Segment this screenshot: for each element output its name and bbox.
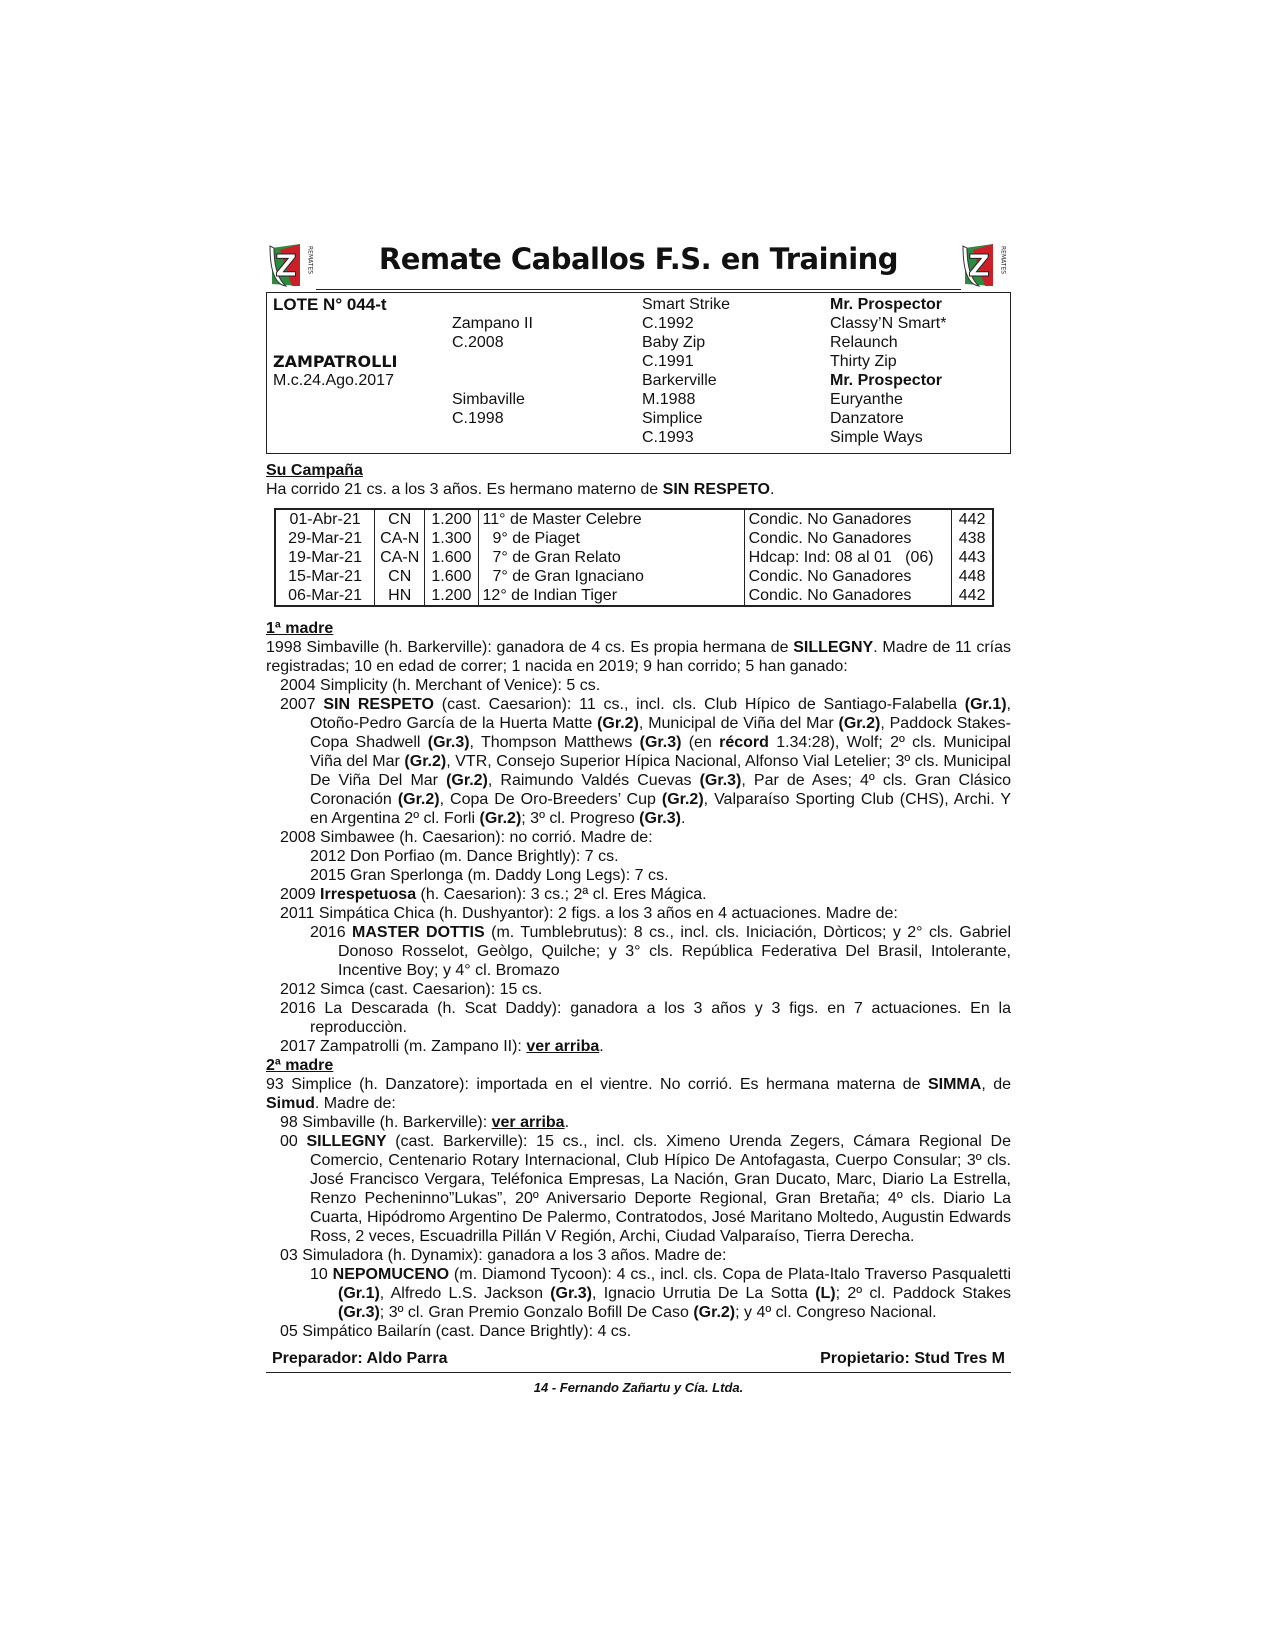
trainer: Preparador: Aldo Parra (272, 1350, 448, 1367)
offspring-item: 2004 Simplicity (h. Merchant of Venice): 5 cs. (280, 677, 601, 694)
race-date: 19-Mar-21 (275, 548, 375, 567)
logo-side-text: REMATES (999, 246, 1007, 275)
brother-name: SIN RESPETO (662, 481, 770, 498)
page-footer: 14 - Fernando Zañartu y Cía. Ltda. (533, 1380, 744, 1395)
great-grandparent: Relaunch (830, 334, 898, 351)
grand-offspring-item: 2016 MASTER DOTTIS (m. Tumblebrutus): 8 cs., incl. cls. Iniciación, Dòrticos; y 2° cls. Gabriel Donoso Rosselot, Geòlgo, Quilche; y 3° cls. República Federativa Del Brasil, Intolerante, Incentive Boy; y 4° cl. Bromazo (310, 924, 1012, 979)
great-grandparent: Mr. Prospector (830, 372, 943, 389)
race-distance: 1.300 (425, 529, 478, 548)
offspring-item: 98 Simbaville (h. Barkerville): ver arriba. (280, 1114, 570, 1131)
offspring-item: 2008 Simbawee (h. Caesarion): no corrió. Madre de: (280, 829, 653, 846)
sire-name: Zampano II (452, 315, 533, 332)
race-condition: Condic. No Ganadores (744, 529, 952, 548)
logo-letter: Z (968, 249, 990, 284)
race-weight: 443 (952, 548, 993, 567)
pedigree-col-great-grandparents (830, 295, 946, 447)
offspring-item: 2016 La Descarada (h. Scat Daddy): ganadora a los 3 años y 3 figs. en 7 actuaciones. En la reproducciòn. (280, 1000, 1011, 1036)
race-date: 06-Mar-21 (275, 586, 375, 606)
offspring-item: 2012 Simca (cast. Caesarion): 15 cs. (280, 981, 543, 998)
campana-text: Ha corrido 21 cs. a los 3 años. Es hermano materno de SIN RESPETO. (266, 481, 775, 498)
race-distance: 1.600 (425, 548, 478, 567)
race-condition: Condic. No Ganadores (744, 509, 952, 529)
sire-year: C.2008 (452, 334, 504, 351)
race-position: 9° de Piaget (478, 529, 744, 548)
race-condition: Condic. No Ganadores (744, 567, 952, 586)
ver-arriba-link: ver arriba (491, 1114, 565, 1131)
great-grandparent: Thirty Zip (830, 353, 897, 370)
page-title: Remate Caballos F.S. en Training (378, 242, 899, 276)
race-date: 01-Abr-21 (275, 509, 375, 529)
race-weight: 438 (952, 529, 993, 548)
race-distance: 1.600 (425, 567, 478, 586)
grandparent-year: M.1988 (642, 391, 696, 408)
offspring-item: 05 Simpático Bailarín (cast. Dance Brightly): 4 cs. (280, 1323, 632, 1340)
race-track: HN (375, 586, 425, 606)
header-rule (316, 289, 961, 290)
race-weight: 448 (952, 567, 993, 586)
race-distance: 1.200 (425, 509, 478, 529)
table-row (275, 548, 993, 567)
grandparent-year: C.1993 (642, 429, 694, 446)
great-grandparent: Classy’N Smart* (830, 315, 947, 332)
pedigree-box (266, 292, 1011, 454)
owner: Propietario: Stud Tres M (820, 1350, 1005, 1367)
horse-name: ZAMPATROLLI (273, 352, 398, 371)
grand-offspring-item: 2012 Don Porfiao (m. Dance Brightly): 7 cs. (310, 848, 619, 865)
madre1-title: 1ª madre (266, 620, 334, 637)
offspring-item: 2007 SIN RESPETO (cast. Caesarion): 11 cs., incl. cls. Club Hípico de Santiago-Falabella (Gr.1), Otoño-Pedro García de la Huerta Matte (Gr.2), Municipal de Viña del Mar (Gr.2), Paddock Stakes-Copa Shadwell (Gr.3), Thompson Matthews (Gr.3) (en récord 1.34:28), Wolf; 2º cls. Municipal Viña del Mar (Gr.2), VTR, Consejo Superior Hípica Nacional, Alfonso Vial Letelier; 3º cls. Municipal De Viña Del Mar (Gr.2), Raimundo Valdés Cuevas (Gr.3), Par de Ases; 4º cls. Gran Clásico Coronación (Gr.2), Copa De Oro-Breeders’ Cup (Gr.2), Valparaíso Sporting Club (CHS), Archi. Y en Argentina 2º cl. Forli (Gr.2); 3º cl. Progreso (Gr.3). (280, 696, 1012, 827)
grand-offspring-item: 10 NEPOMUCENO (m. Diamond Tycoon): 4 cs., incl. cls. Copa de Plata-Italo Traverso Pasqualetti (Gr.1), Alfredo L.S. Jackson (Gr.3), Ignacio Urrutia De La Sotta (L); 2º cl. Paddock Stakes (Gr.3); 3º cl. Gran Premio Gonzalo Bofill De Caso (Gr.2); y 4º cl. Congreso Nacional. (310, 1266, 1012, 1321)
grandparent-year: C.1992 (642, 315, 694, 332)
grand-offspring-item: 2015 Gran Sperlonga (m. Daddy Long Legs): 7 cs. (310, 867, 669, 884)
race-position: 12° de Indian Tiger (478, 586, 744, 606)
table-row (275, 567, 993, 586)
remates-logo-right (959, 240, 1011, 290)
catalog-page (266, 240, 1011, 1397)
dam-name: Simbaville (452, 391, 525, 408)
races-table (274, 508, 994, 607)
grandparent: Smart Strike (642, 296, 731, 313)
grandparent-year: C.1991 (642, 353, 694, 370)
page-header (266, 240, 1011, 292)
dam-year: C.1998 (452, 410, 504, 427)
great-grandparent: Mr. Prospector (830, 296, 943, 313)
race-weight: 442 (952, 509, 993, 529)
remates-logo-left (266, 240, 318, 290)
madre1-intro: 1998 Simbaville (h. Barkerville): ganadora de 4 cs. Es propia hermana de SILLEGNY. Madre de 11 crías registradas; 10 en edad de correr; 1 nacida en 2019; 9 han corrido; 5 han ganado: (266, 639, 1011, 675)
race-position: 11° de Master Celebre (478, 509, 744, 529)
grandparent: Simplice (642, 410, 703, 427)
logo-letter: Z (275, 249, 297, 284)
race-position: 7° de Gran Ignaciano (478, 567, 744, 586)
logo-side-text: REMATES (306, 246, 314, 275)
race-track: CA-N (375, 548, 425, 567)
lote-number: LOTE N° 044-t (273, 295, 387, 314)
race-position: 7° de Gran Relato (478, 548, 744, 567)
grandparent: Baby Zip (642, 334, 706, 351)
race-date: 15-Mar-21 (275, 567, 375, 586)
great-grandparent: Simple Ways (830, 429, 923, 446)
great-grandparent: Euryanthe (830, 391, 903, 408)
table-row (275, 586, 993, 606)
grandparent: Barkerville (642, 372, 717, 389)
offspring-item: 2011 Simpática Chica (h. Dushyantor): 2 figs. a los 3 años en 4 actuaciones. Madre de: (280, 905, 898, 922)
footer-rule (266, 1372, 1011, 1373)
race-condition: Condic. No Ganadores (744, 586, 952, 606)
race-track: CA-N (375, 529, 425, 548)
madre2-intro: 93 Simplice (h. Danzatore): importada en el vientre. No corrió. Es hermana materna de SIMMA, de Simud. Madre de: (266, 1076, 1012, 1112)
pedigree-col-parents (452, 295, 533, 428)
offspring-item: 2017 Zampatrolli (m. Zampano II): ver arriba. (280, 1038, 604, 1055)
footer-names (266, 1349, 1011, 1368)
campana-title: Su Campaña (266, 462, 363, 479)
pedigree-col-horse (273, 295, 397, 390)
table-row (275, 529, 993, 548)
offspring-item: 03 Simuladora (h. Dynamix): ganadora a los 3 años. Madre de: (280, 1247, 727, 1264)
horse-info: M.c.24.Ago.2017 (273, 372, 394, 389)
race-track: CN (375, 567, 425, 586)
offspring-item: 00 SILLEGNY (cast. Barkerville): 15 cs., incl. cls. Ximeno Urenda Zegers, Cámara Regional De Comercio, Centenario Rotary Internacional, Club Hípico De Antofagasta, Cuerpo Consular; 3º cls. José Francisco Vergara, Teléfonica Empresas, La Nación, Gran Ducato, Marc, Diario La Estrella, Renzo Pecheninno”Lukas”, 20º Aniversario Deporte Regional, Gran Bretaña; 4º cls. Diario La Cuarta, Hipódromo Argentino De Palermo, Contratodos, José Maritano Moltedo, Augustin Edwards Ross, 2 veces, Escuadrilla Pillán V Región, Archi, Ciudad Valparaíso, Tierra Derecha. (280, 1133, 1012, 1245)
race-weight: 442 (952, 586, 993, 606)
table-row (275, 509, 993, 529)
race-track: CN (375, 509, 425, 529)
offspring-item: 2009 Irrespetuosa (h. Caesarion): 3 cs.; 2ª cl. Eres Mágica. (280, 886, 707, 903)
pedigree-col-grandparents (642, 295, 730, 447)
race-distance: 1.200 (425, 586, 478, 606)
race-condition: Hdcap: Ind: 08 al 01 (06) (744, 548, 952, 567)
race-date: 29-Mar-21 (275, 529, 375, 548)
great-grandparent: Danzatore (830, 410, 904, 427)
ver-arriba-link: ver arriba (526, 1038, 600, 1055)
madre2-title: 2ª madre (266, 1057, 334, 1074)
